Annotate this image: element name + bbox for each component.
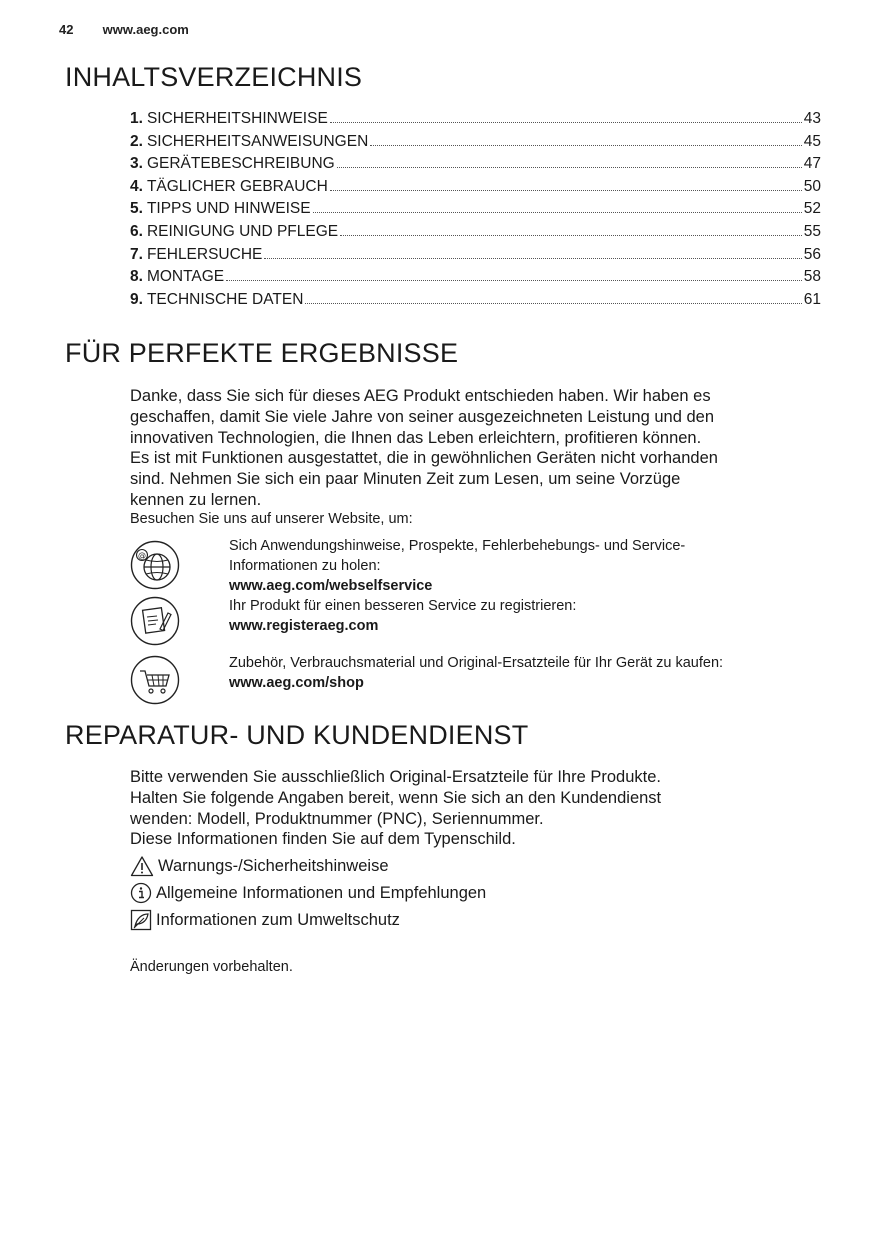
results-title: FÜR PERFEKTE ERGEBNISSE xyxy=(65,338,459,368)
toc-entry[interactable] xyxy=(130,200,821,223)
register-icon xyxy=(130,596,180,646)
toc-entry-number: 6. xyxy=(130,222,143,240)
toc-entry-number: 5. xyxy=(130,200,143,218)
globe-icon xyxy=(130,540,180,590)
service-line: Halten Sie folgende Angaben bereit, wenn Sie sich an den Kundendienst xyxy=(130,788,662,807)
toc-entry-label: GERÄTEBESCHREIBUNG xyxy=(146,155,335,173)
webselfservice-link[interactable]: www.aeg.com/webselfservice xyxy=(229,578,433,594)
toc-entry-number: 7. xyxy=(130,245,143,263)
shop-link[interactable]: www.aeg.com/shop xyxy=(229,675,364,691)
toc-entry-page: 58 xyxy=(803,268,821,286)
service-description: Ihr Produkt für einen besseren Service zu registrieren: xyxy=(229,598,577,614)
toc-leader xyxy=(340,235,802,236)
toc-entry[interactable] xyxy=(130,110,821,133)
toc-leader xyxy=(226,280,802,281)
toc-entry-label: MONTAGE xyxy=(146,268,225,286)
cart-icon xyxy=(130,655,180,705)
toc-entry-label: SICHERHEITSHINWEISE xyxy=(146,110,328,127)
service-text xyxy=(229,536,809,596)
toc-leader xyxy=(313,212,802,213)
toc-entry[interactable] xyxy=(130,133,821,156)
toc-leader xyxy=(330,122,802,123)
intro-line: Danke, dass Sie sich für dieses AEG Produkt entschieden haben. Wir haben es xyxy=(130,387,711,405)
service-text xyxy=(229,596,809,636)
intro-line: innovativen Technologien, die Ihnen das Leben erleichtern, profitieren können. xyxy=(130,428,702,447)
toc-entry-page: 56 xyxy=(803,245,821,263)
toc-entry-number: 2. xyxy=(130,132,143,150)
intro-line: kennen zu lernen. xyxy=(130,490,262,509)
register-link[interactable]: www.registeraeg.com xyxy=(229,618,379,634)
service-description: Informationen zu holen: xyxy=(229,558,381,574)
service-description: Sich Anwendungshinweise, Prospekte, Fehlerbehebungs- und Service- xyxy=(229,538,686,554)
toc-entry-label: TECHNISCHE DATEN xyxy=(146,290,304,308)
toc-entry-page: 50 xyxy=(803,177,821,195)
legend-label: Warnungs-/Sicherheitshinweise xyxy=(158,856,389,875)
toc-entry-page: 47 xyxy=(803,155,821,173)
toc-entry-number: 4. xyxy=(130,177,143,195)
legend-label: Allgemeine Informationen und Empfehlungen xyxy=(156,883,487,902)
toc-entry[interactable] xyxy=(130,246,821,269)
legend-label: Informationen zum Umweltschutz xyxy=(156,910,400,929)
service-title: REPARATUR- UND KUNDENDIENST xyxy=(65,720,529,750)
results-intro xyxy=(130,386,820,511)
header-website[interactable]: www.aeg.com xyxy=(102,22,189,37)
toc-entry[interactable] xyxy=(130,268,821,291)
intro-line: sind. Nehmen Sie sich ein paar Minuten Zeit zum Lesen, um seine Vorzüge xyxy=(130,470,681,489)
toc-entry-number: 9. xyxy=(130,290,143,308)
changes-note: Änderungen vorbehalten. xyxy=(130,959,293,975)
toc-entry[interactable] xyxy=(130,178,821,201)
toc-leader xyxy=(264,258,801,259)
toc-entry-page: 43 xyxy=(803,110,821,127)
toc-entry[interactable] xyxy=(130,291,821,314)
service-info xyxy=(130,767,820,850)
toc-entry[interactable] xyxy=(130,223,821,246)
service-line: wenden: Modell, Produktnummer (PNC), Seriennummer. xyxy=(130,809,544,828)
visit-text: Besuchen Sie uns auf unserer Website, um: xyxy=(130,511,413,527)
intro-line: Es ist mit Funktionen ausgestattet, die in gewöhnlichen Geräten nicht vorhanden xyxy=(130,449,718,468)
service-description: Zubehör, Verbrauchsmaterial und Original-Ersatzteile für Ihr Gerät zu kaufen: xyxy=(229,655,724,671)
toc-title: INHALTSVERZEICHNIS xyxy=(65,62,363,92)
toc-entry-page: 52 xyxy=(803,200,821,218)
page-number: 42 xyxy=(59,22,74,37)
toc-entry-page: 61 xyxy=(803,290,821,308)
toc-leader xyxy=(305,303,801,304)
service-text xyxy=(229,653,809,693)
toc-leader xyxy=(337,167,802,168)
toc-entry-label: TIPPS UND HINWEISE xyxy=(146,200,311,218)
toc-entry-number: 1. xyxy=(130,110,143,127)
toc-entry[interactable] xyxy=(130,155,821,178)
table-of-contents xyxy=(130,110,821,313)
toc-entry-number: 3. xyxy=(130,155,143,173)
toc-entry-label: TÄGLICHER GEBRAUCH xyxy=(146,177,328,195)
toc-entry-label: REINIGUNG UND PFLEGE xyxy=(146,222,339,240)
toc-entry-label: FEHLERSUCHE xyxy=(146,245,263,263)
svg-text:@: @ xyxy=(138,551,146,560)
toc-leader xyxy=(330,190,802,191)
page-header xyxy=(59,22,189,37)
toc-entry-label: SICHERHEITSANWEISUNGEN xyxy=(146,132,369,150)
legend-warning xyxy=(130,855,389,877)
toc-entry-page: 45 xyxy=(803,132,821,150)
warning-icon xyxy=(130,855,154,877)
service-line: Diese Informationen finden Sie auf dem Typenschild. xyxy=(130,830,516,849)
toc-entry-number: 8. xyxy=(130,268,143,286)
info-icon xyxy=(130,882,152,904)
toc-leader xyxy=(370,145,801,146)
service-line: Bitte verwenden Sie ausschließlich Original-Ersatzteile für Ihre Produkte. xyxy=(130,768,661,786)
legend-environment xyxy=(130,909,400,931)
intro-line: geschaffen, damit Sie viele Jahre von seiner ausgezeichneten Leistung und den xyxy=(130,407,715,426)
legend-info xyxy=(130,882,486,904)
toc-entry-page: 55 xyxy=(803,222,821,240)
leaf-icon xyxy=(130,909,152,931)
